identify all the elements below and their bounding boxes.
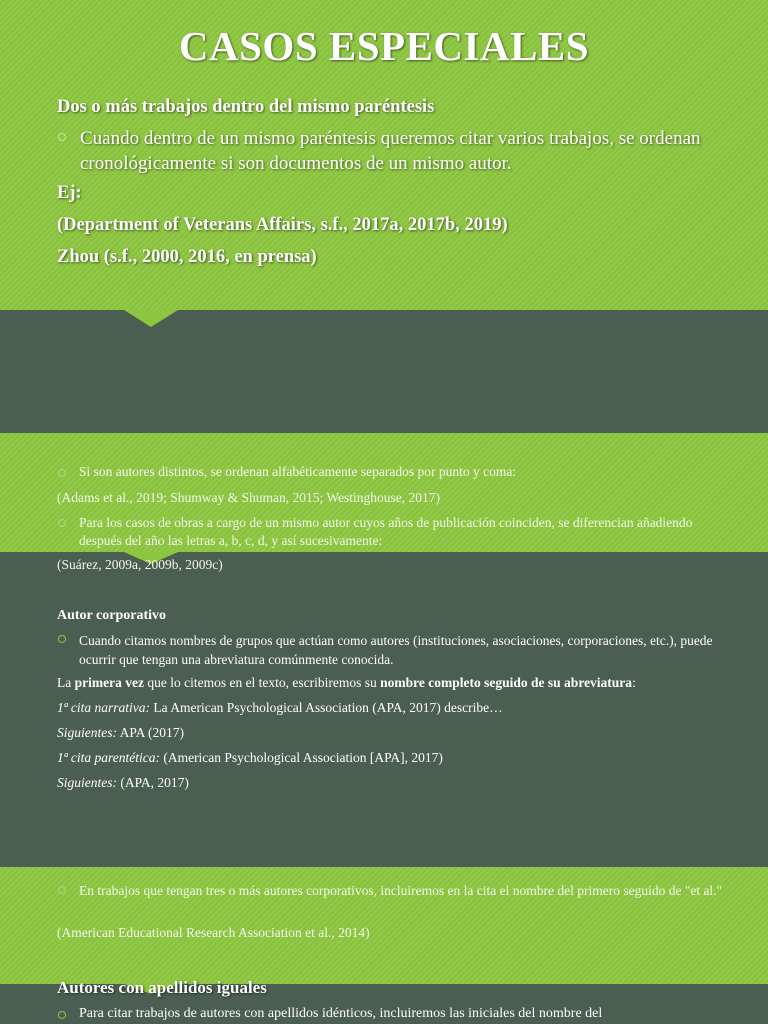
parenthetical-first-label: 1ª cita parentética: [57,750,160,765]
example-citation-1: (Department of Veterans Affairs, s.f., 2017a, 2017b, 2019) [57,215,508,235]
parenthetical-next-label: Siguientes: [57,775,117,790]
slide-1-notch [124,310,178,327]
bullet-icon [58,133,66,141]
dark-gap-1 [0,327,768,433]
parenthetical-next-line [57,775,189,791]
parenthetical-first-text: (American Psychological Association [APA], 2017) [159,750,443,765]
slide-4 [0,867,768,984]
bullet-text: Cuando dentro de un mismo paréntesis queremos citar varios trabajos, se ordenan cronológicamente si son documentos de un mismo autor. [80,128,701,174]
bullet-icon [58,519,66,527]
bullet-icon [58,886,66,894]
para-pre: La [57,675,75,690]
example-label: Ej: [57,183,82,203]
para-bold-first-time: primera vez [74,675,144,690]
narrative-first-text: La American Psychological Association (APA, 2017) describe… [149,700,503,715]
narrative-first-label: 1ª cita narrativa: [57,700,150,715]
para-end: : [632,675,636,690]
example-citation-same-year: (Suárez, 2009a, 2009b, 2009c) [57,557,223,572]
bullet-text-alphabetical: Si son autores distintos, se ordenan alfabéticamente separados por punto y coma: [79,464,517,479]
first-mention-paragraph [57,675,636,691]
same-surname-bullet: Para citar trabajos de autores con apellidos idénticos, incluiremos las iniciales del nombre del [79,1006,603,1021]
narrative-next-text: APA (2017) [117,725,185,740]
bullet-icon [58,1011,66,1019]
example-citation-alphabetical: (Adams et al., 2019; Shumway & Shuman, 2015; Westinghouse, 2017) [57,490,441,505]
corporate-author-heading: Autor corporativo [57,608,166,623]
slide-1 [0,0,768,310]
narrative-next-line [57,725,184,741]
parenthetical-next-text: (APA, 2017) [117,775,189,790]
para-mid: que lo citemos en el texto, escribiremos su [143,675,381,690]
narrative-next-label: Siguientes: [57,725,117,740]
bullet-icon [58,469,66,477]
narrative-first-line [57,700,503,716]
bullet-icon [58,635,66,643]
three-corporate-authors-example: (American Educational Research Association et al., 2014) [57,925,370,940]
para-bold-full-name: nombre completo seguido de su abreviatura [380,675,633,690]
three-corporate-authors-bullet: En trabajos que tengan tres o más autores corporativos, incluiremos en la cita el nombre del primero seguido de "et al." [79,883,723,898]
section-subtitle: Dos o más trabajos dentro del mismo paréntesis [57,97,435,117]
example-citation-2: Zhou (s.f., 2000, 2016, en prensa) [57,247,317,267]
slide-title: CASOS ESPECIALES [178,23,590,69]
same-surname-heading: Autores con apellidos iguales [57,978,267,997]
bullet-text-same-year: Para los casos de obras a cargo de un mismo autor cuyos años de publicación coinciden, se diferencian añadiendo después del año las letras a, b, c, d, y así sucesivamente: [79,515,693,548]
parenthetical-first-line [57,750,443,766]
corporate-author-bullet: Cuando citamos nombres de grupos que actúan como autores (instituciones, asociaciones, corporaciones, etc.), puede ocurrir que tengan una abreviatura comúnmente conocida. [79,633,713,667]
